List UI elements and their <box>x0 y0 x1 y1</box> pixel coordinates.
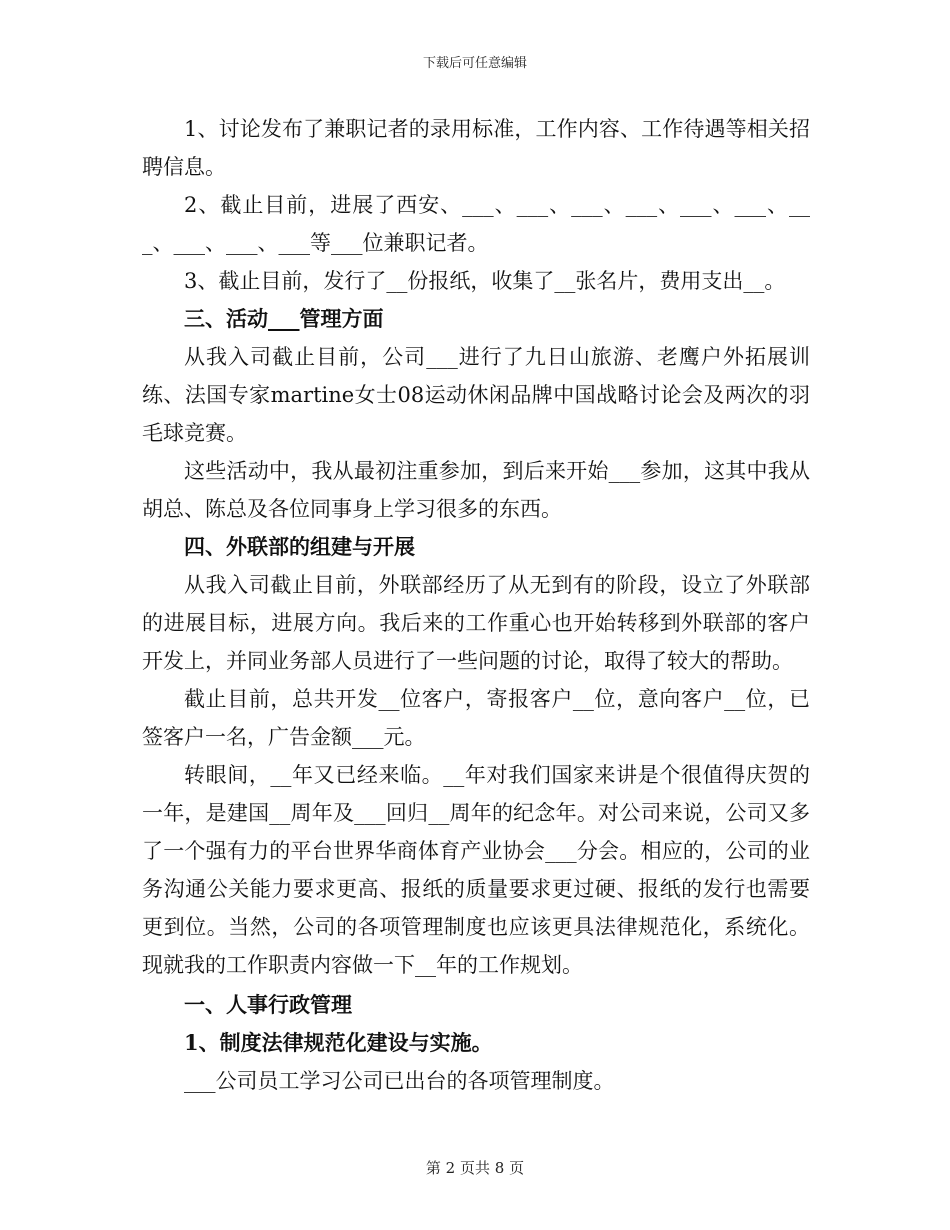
subsection-heading-regulations: 1、制度法律规范化建设与实施。 <box>184 1030 493 1055</box>
paragraph-4: 从我入司截止目前，公司___进行了九日山旅游、老鹰户外拓展训练、法国专家martine女士08运动休闲品牌中国战略讨论会及两次的羽毛球竞赛。 <box>142 345 810 445</box>
paragraph-3: 3、截止目前，发行了__份报纸，收集了__张名片，费用支出__。 <box>184 269 786 293</box>
document-body <box>142 110 810 1100</box>
section-heading-activities: 三、活动___管理方面 <box>184 306 384 331</box>
section-heading-hr-admin: 一、人事行政管理 <box>184 992 352 1017</box>
paragraph-5: 这些活动中，我从最初注重参加，到后来开始___参加，这其中我从胡总、陈总及各位同事身上学习很多的东西。 <box>142 459 810 521</box>
paragraph-8: 转眼间，__年又已经来临。__年对我们国家来讲是个很值得庆贺的一年，是建国__周年及___回归__周年的纪念年。对公司来说，公司又多了一个强有力的平台世界华商体育产业协会___分会。相应的，公司的业务沟通公关能力要求更高、报纸的质量要求更过硬、报纸的发行也需要更到位。当然，公司的各项管理制度也应该更具法律规范化，系统化。现就我的工作职责内容做一下__年的工作规划。 <box>142 763 810 977</box>
paragraph-7: 截止目前，总共开发__位客户，寄报客户__位，意向客户__位，已签客户一名，广告金额___元。 <box>142 687 810 749</box>
paragraph-6: 从我入司截止目前，外联部经历了从无到有的阶段，设立了外联部的进展目标，进展方向。我后来的工作重心也开始转移到外联部的客户开发上，并同业务部人员进行了一些问题的讨论，取得了较大的帮助。 <box>142 573 810 673</box>
page-footer: 第 2 页共 8 页 <box>425 1159 525 1177</box>
paragraph-1: 1、讨论发布了兼职记者的录用标准，工作内容、工作待遇等相关招聘信息。 <box>142 117 810 179</box>
section-heading-external-relations: 四、外联部的组建与开展 <box>184 534 415 559</box>
page-header: 下载后可任意编辑 <box>422 56 527 71</box>
paragraph-2: 2、截止目前，进展了西安、___、___、___、___、___、___、___、___、___、___等___位兼职记者。 <box>142 193 810 255</box>
paragraph-9: ___公司员工学习公司已出台的各项管理制度。 <box>184 1069 615 1093</box>
